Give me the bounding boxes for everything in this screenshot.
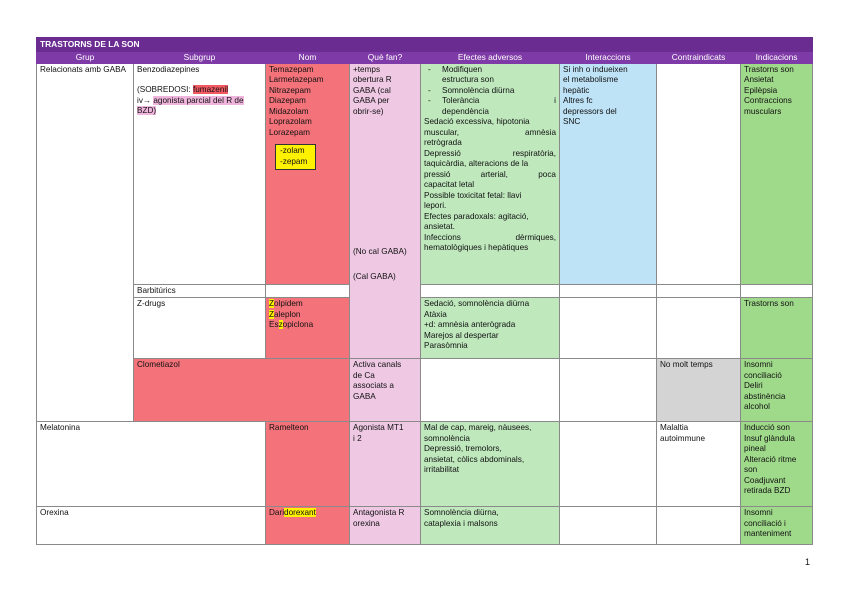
indicacio-line: Contraccions: [744, 96, 792, 106]
interaccions-zdrugs: [560, 298, 657, 359]
z-letter: z: [278, 320, 283, 330]
efecte-line: Sedació excessiva, hipotonia: [424, 117, 530, 127]
efecte-line: somnolència: [424, 433, 470, 443]
drug-name: Loprazolam: [269, 117, 312, 127]
indicacio-line: abstinència: [744, 391, 786, 401]
que-fan-bzd: [350, 63, 421, 359]
drug-name: Midazolam: [269, 106, 309, 116]
drug-name-pre: Dari: [269, 508, 285, 518]
indicacio-line: Insuf glàndula: [744, 433, 795, 443]
indicacio-line: Coadjuvant: [744, 475, 786, 485]
que-fan-clometiazol: [350, 359, 421, 422]
contraindicats-bzd: [657, 63, 741, 284]
bullet-text: - Tolerància: [442, 96, 480, 106]
interaccions-bzd: [560, 63, 657, 284]
contraindicats-melatonina: [657, 422, 741, 507]
que-fan-line: obertura R: [353, 75, 392, 85]
efectes-melatonina: [421, 422, 560, 507]
suffix-box: [275, 144, 316, 169]
z-letter: Z: [269, 299, 275, 309]
sobredosi-note-2: [137, 96, 262, 117]
drug-name: Temazepam: [269, 64, 314, 74]
efecte-line: Marejos al despertar: [424, 330, 499, 340]
indicacio-line: Trastorns son: [744, 64, 794, 74]
indicacio-line: retirada BZD: [744, 486, 791, 496]
efectes-barbiturics: [421, 284, 560, 298]
drug-name: Larmetazepam: [269, 75, 324, 85]
indicacions-bzd: [741, 63, 813, 284]
indicacions-melatonina: [741, 422, 813, 507]
nom-orexina: [266, 507, 350, 545]
efecte-line: Possible toxicitat fetal: llavi: [424, 190, 522, 200]
suffix-zepam: -zepam: [280, 156, 308, 166]
efecte-line: Parasòmnia: [424, 341, 468, 351]
interaccio-line: Si inh o indueixen: [563, 64, 628, 74]
que-fan-line: de Ca: [353, 370, 375, 380]
no-cal-gaba: (No cal GABA): [353, 246, 407, 256]
bullet-item: [424, 96, 556, 107]
page-number: 1: [804, 557, 810, 567]
subgrup-label: Benzodiazepines: [137, 64, 200, 74]
efectes-zdrugs: [421, 298, 560, 359]
efecte-line: Sedació, somnolència diürna: [424, 299, 530, 309]
bullet-text-cont: dependència: [442, 106, 489, 116]
nom-zdrugs: [266, 298, 350, 359]
indicacio-line: Alteració ritme: [744, 454, 797, 464]
drug-name: Diazepam: [269, 96, 306, 106]
contraindicat-line: autoimmune: [660, 433, 706, 443]
indicacio-line: pineal: [744, 444, 766, 454]
que-fan-melatonina: [350, 422, 421, 507]
efecte-line: Depressió respiratòria,: [424, 148, 556, 158]
efecte-line: capacitat letal: [424, 180, 475, 190]
interaccio-line: el metabolisme: [563, 75, 619, 85]
interaccions-orexina: [560, 507, 657, 545]
que-fan-line: GABA (cal: [353, 85, 391, 95]
efecte-line: Depressió, tremolors,: [424, 444, 502, 454]
interaccio-line: Altres fc: [563, 96, 593, 106]
que-fan-line: orexina: [353, 518, 380, 528]
drug-name: [269, 310, 346, 321]
drug-name-rest: olpidem: [274, 299, 303, 309]
indicacio-line: Ansietat: [744, 75, 774, 85]
drug-name-highlight: dorexant: [284, 508, 316, 518]
header-indicacions: Indicacions: [741, 51, 813, 63]
efectes-clometiazol: [421, 359, 560, 422]
contraindicats-orexina: [657, 507, 741, 545]
subgrup-zdrugs: Z-drugs: [134, 298, 266, 359]
table-row: [37, 284, 813, 298]
interaccio-line: SNC: [563, 117, 581, 127]
indicacions-zdrugs: [741, 298, 813, 359]
que-fan-line: GABA per: [353, 96, 390, 106]
interaccio-line: hepàtic: [563, 85, 590, 95]
que-fan-line: +temps: [353, 64, 381, 74]
indicacio-line: Deliri: [744, 381, 763, 391]
nom-barbiturics: [266, 284, 350, 298]
drug-name: Nitrazepam: [269, 85, 311, 95]
interaccions-melatonina: [560, 422, 657, 507]
efecte-line: Infeccions dèrmiques,: [424, 232, 556, 242]
indicacio-line: conciliació: [744, 370, 782, 380]
table-row: [37, 507, 813, 545]
grup-gaba: [37, 63, 134, 422]
efecte-line: taquicàrdia, alteracions de la: [424, 159, 529, 169]
subgrup-barbiturics: Barbitúrics: [134, 284, 266, 298]
efecte-line: ansietat.: [424, 222, 455, 232]
efecte-line: Somnolència diürna,: [424, 508, 499, 518]
efecte-line: pressió arterial, poca: [424, 169, 556, 179]
interaccio-line: depressors del: [563, 106, 617, 116]
indicacio-line: Insomni: [744, 508, 773, 518]
drug-name: [269, 299, 346, 310]
indicacio-line: manteniment: [744, 529, 792, 539]
que-fan-line: associats a: [353, 381, 394, 391]
que-fan-line: GABA: [353, 391, 376, 401]
efecte-line: muscular, amnèsia: [424, 127, 556, 137]
que-fan-orexina: [350, 507, 421, 545]
indicacio-line: musculars: [744, 106, 782, 116]
table-row: [37, 298, 813, 359]
indicacions-clometiazol: [741, 359, 813, 422]
indicacio-line: son: [744, 465, 758, 475]
efecte-line: ansietat, còlics abdominals,: [424, 454, 525, 464]
table-row: [37, 359, 813, 422]
bullet-text: i: [554, 96, 556, 106]
subgrup-benzodiazepines: [134, 63, 266, 284]
sobredosi-label: (SOBREDOSI:: [137, 85, 193, 95]
contraindicats-barbiturics: [657, 284, 741, 298]
drug-name-rest: aleplon: [274, 309, 301, 319]
cal-gaba: (Cal GABA): [353, 271, 396, 281]
header-que-fan: Què fan?: [350, 51, 421, 63]
bullet-text: Somnolència diürna: [442, 85, 515, 95]
sobredosi-drug: fumazenil: [192, 85, 229, 95]
indicacio-line: Insomni: [744, 360, 773, 370]
indicacio-line: alcohol: [744, 402, 770, 412]
table-title: TRASTORNS DE LA SON: [37, 38, 813, 52]
drug-name: [269, 320, 346, 331]
indicacions-orexina: [741, 507, 813, 545]
grup-melatonina: Melatonina: [37, 422, 266, 507]
efecte-line: hematològiques i hepàtiques: [424, 243, 529, 253]
nom-melatonina: Ramelteon: [266, 422, 350, 507]
efecte-line: lepori.: [424, 201, 447, 211]
que-fan-line: i 2: [353, 433, 362, 443]
drug-name: Lorazepam: [269, 127, 310, 137]
efecte-line: Efectes paradoxals: agitació,: [424, 211, 529, 221]
header-efectes-adversos: Efectes adversos: [421, 51, 560, 63]
efectes-orexina: [421, 507, 560, 545]
header-subgrup: Subgrup: [134, 51, 266, 63]
efecte-line: +d: amnèsia anterògrada: [424, 320, 516, 330]
z-letter: Z: [269, 309, 275, 319]
header-contraindicats: Contraindicats: [657, 51, 741, 63]
bullet-item: [424, 65, 556, 76]
sobredosi-note: [137, 85, 262, 96]
indicacio-line: Inducció son: [744, 423, 790, 433]
grup-gaba-label: Relacionats amb GABA: [40, 64, 127, 74]
efecte-line: retrògrada: [424, 138, 462, 148]
interaccions-clometiazol: [560, 359, 657, 422]
contraindicats-clometiazol: No molt temps: [657, 359, 741, 422]
que-fan-line: Agonista MT1: [353, 423, 404, 433]
header-nom: Nom: [266, 51, 350, 63]
bullet-text: - Modifiquen: [442, 64, 483, 74]
sleep-disorders-table: [36, 37, 813, 545]
bullet-text-cont: estructura son: [442, 75, 494, 85]
table-row: [37, 63, 813, 284]
sobredosi-route: iv→: [137, 95, 154, 105]
indicacio-line: Epilèpsia: [744, 85, 778, 95]
interaccions-barbiturics: [560, 284, 657, 298]
drug-name-pre: Es: [269, 320, 279, 330]
drug-name-rest: opiclona: [282, 320, 314, 330]
indicacio-line: conciliació i: [744, 518, 786, 528]
efecte-line: irritabilitat: [424, 465, 460, 475]
table-row: [37, 422, 813, 507]
que-fan-line: Activa canals: [353, 360, 402, 370]
contraindicats-zdrugs: [657, 298, 741, 359]
efecte-line: cataplexia i malsons: [424, 518, 498, 528]
grup-orexina: Orexina: [37, 507, 266, 545]
suffix-zolam: -zolam: [280, 146, 305, 156]
header-interaccions: Interaccions: [560, 51, 657, 63]
header-grup: Grup: [37, 51, 134, 63]
efectes-bzd: [421, 63, 560, 284]
nom-bzd: [266, 63, 350, 284]
sobredosi-mechanism: agonista parcial del R de BZD): [137, 95, 244, 116]
efecte-line: Mal de cap, mareig, nàusees,: [424, 423, 532, 433]
indicacio-line: Trastorns son: [744, 299, 794, 309]
indicacions-barbiturics: [741, 284, 813, 298]
que-fan-line: Antagonista R: [353, 508, 405, 518]
bullet-item: [424, 86, 556, 97]
contraindicat-line: Malaltia: [660, 423, 689, 433]
nom-clometiazol: Clometiazol: [134, 359, 350, 422]
efecte-line: Atàxia: [424, 309, 447, 319]
que-fan-line: obrir-se): [353, 106, 384, 116]
